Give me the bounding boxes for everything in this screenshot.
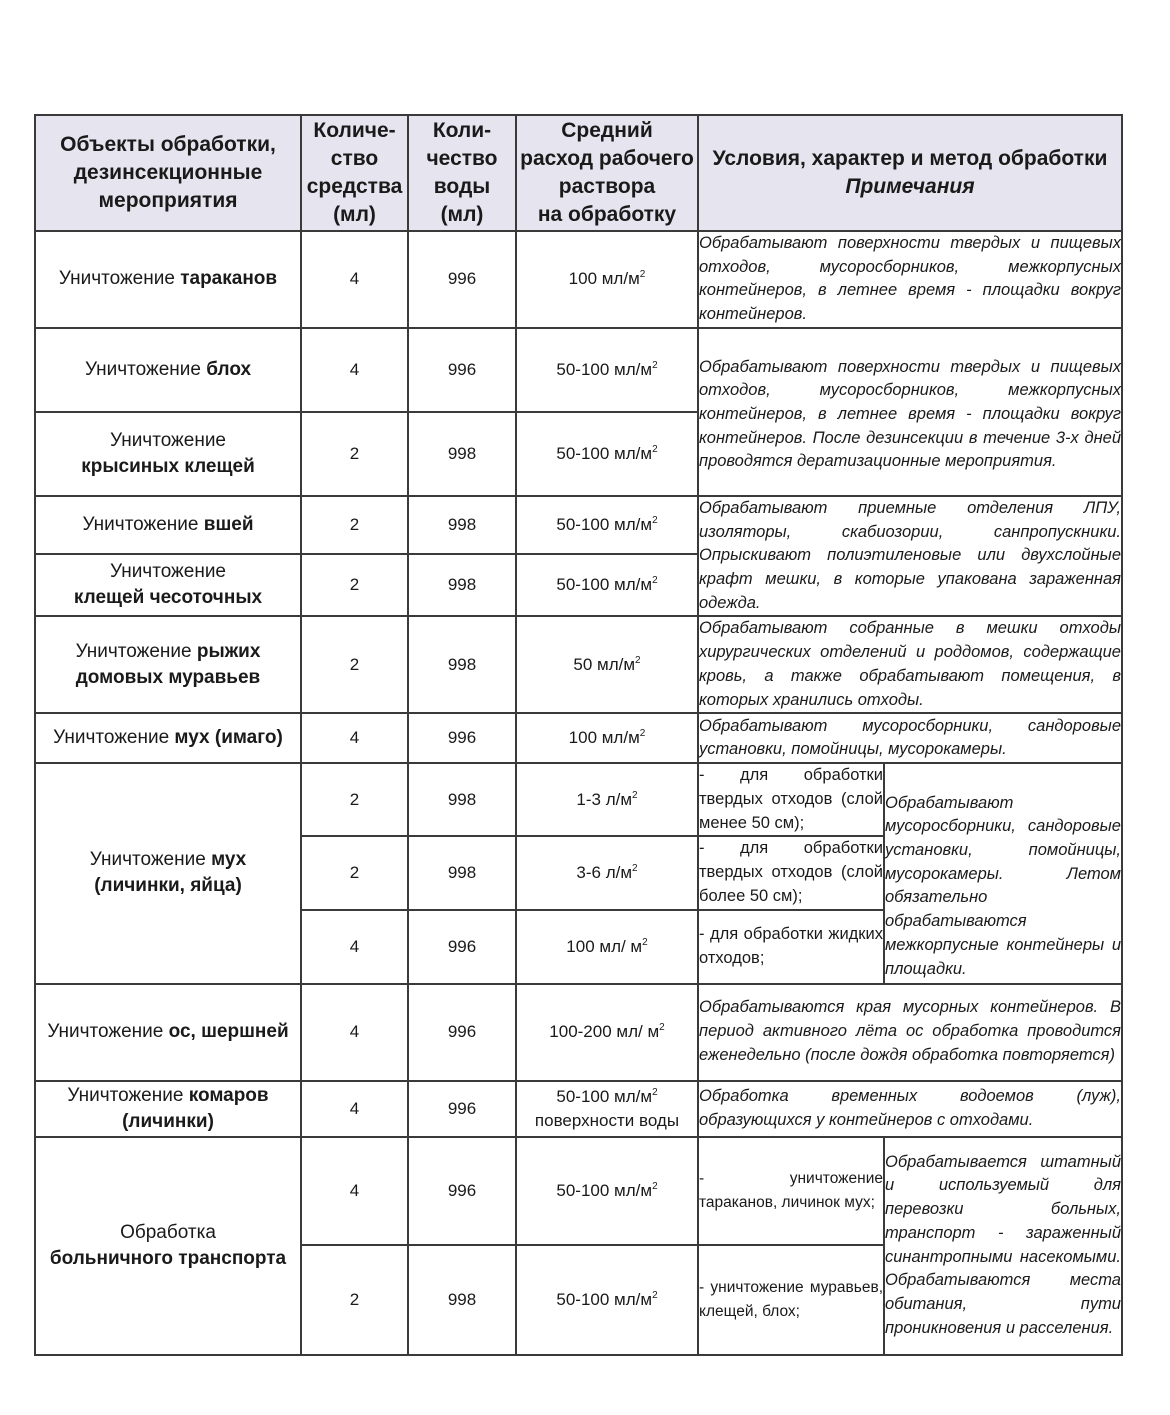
header-water-line: (мл) — [440, 203, 484, 226]
table-row — [35, 1081, 1122, 1137]
rate-value: 50-100 мл/м — [556, 443, 653, 463]
water-cell: 998 — [408, 1245, 516, 1355]
rate-sup: 2 — [632, 862, 638, 874]
object-cell — [35, 763, 301, 983]
rate-cell — [516, 616, 698, 713]
object-text: Уничтожение — [89, 849, 212, 871]
quantity-cell: 4 — [301, 231, 408, 328]
rate-sup: 2 — [652, 359, 658, 371]
header-water-line: чество — [426, 147, 498, 170]
object-cell — [35, 1081, 301, 1137]
water-cell: 998 — [408, 554, 516, 617]
header-quantity-line: (мл) — [333, 203, 376, 226]
water-cell: 998 — [408, 496, 516, 554]
rate-value: 100 мл/ м — [566, 936, 643, 956]
rate-sup: 2 — [639, 728, 646, 740]
object-bold-text: больничного транспорта — [49, 1247, 287, 1269]
quantity-cell: 4 — [301, 1137, 408, 1245]
water-cell: 998 — [408, 836, 516, 909]
object-cell — [35, 412, 301, 496]
rate-sup: 2 — [652, 575, 658, 587]
header-objects — [35, 115, 301, 231]
header-rate-line: на обработку — [537, 203, 677, 226]
condition-cell: - для обработки твердых отходов (слой более 50 см); — [698, 836, 884, 909]
header-rate — [516, 115, 698, 231]
rate-cell — [516, 1081, 698, 1137]
object-cell — [35, 496, 301, 554]
object-cell — [35, 984, 301, 1081]
header-quantity-line: средства — [306, 175, 403, 198]
quantity-cell: 2 — [301, 412, 408, 496]
header-rate-line: Средний — [561, 119, 653, 142]
object-text: Уничтожение — [47, 1021, 169, 1043]
table-row — [35, 1137, 1122, 1245]
table-row — [35, 616, 1122, 713]
rate-value: 50-100 мл/м — [556, 1180, 653, 1200]
object-cell — [35, 231, 301, 328]
table-row — [35, 984, 1122, 1081]
object-bold-text: мух — [211, 849, 247, 871]
object-bold-text: клещей чесоточных — [73, 587, 263, 609]
water-cell: 996 — [408, 910, 516, 984]
note-cell: Обрабатывают мусоросборники, сандоровые установки, помойницы, мусорокамеры. — [698, 713, 1122, 763]
water-cell: 996 — [408, 1081, 516, 1137]
object-text: Уничтожение — [58, 268, 181, 290]
rate-value: 1-3 л/м — [576, 789, 633, 809]
rate-value: 100-200 мл/ м — [549, 1022, 660, 1042]
note-cell: Обрабатывают мусоросборники, сандоровые установки, помойницы, мусорокамеры. Летом обязательно обрабатываются межкорпусные контейнеры и площадки. — [884, 763, 1122, 983]
quantity-cell: 4 — [301, 328, 408, 412]
note-cell: Обрабатывают приемные отделения ЛПУ, изоляторы, скабиозории, санпропускники. Опрыскивают полиэтиленовые или двухслойные крафт мешки, в которые упакована зараженная одежда. — [698, 496, 1122, 617]
water-cell: 996 — [408, 713, 516, 763]
rate-cell — [516, 1137, 698, 1245]
water-cell: 996 — [408, 328, 516, 412]
quantity-cell: 2 — [301, 616, 408, 713]
rate-value: 100 мл/м — [568, 728, 640, 748]
rate-sup: 2 — [635, 654, 641, 666]
note-cell: Обрабатывают собранные в мешки отходы хирургических отделений и роддомов, содержащие кровь, а также обрабатывают помещения, в которых хранились отходы. — [698, 616, 1122, 713]
object-text: Уничтожение — [75, 640, 197, 662]
rate-value: 50-100 мл/м — [556, 1289, 653, 1309]
rate-sup: 2 — [639, 269, 646, 281]
object-bold-text: комаров — [188, 1084, 269, 1106]
note-cell: Обрабатывают поверхности твердых и пищевых отходов, мусоросборников, межкорпусных контейнеров, в летнее время - площадки вокруг контейнеров. — [698, 231, 1122, 328]
water-cell: 998 — [408, 616, 516, 713]
object-text: Уничтожение — [109, 429, 226, 451]
note-cell: Обработка временных водоемов (луж), образующихся у контейнеров с отходами. — [698, 1081, 1122, 1137]
object-bold-text: блох — [206, 358, 252, 380]
object-cell — [35, 554, 301, 617]
quantity-cell: 4 — [301, 910, 408, 984]
header-objects-line: мероприятия — [98, 189, 238, 212]
note-cell: Обрабатывается штатный и используемый для перевозки больных, транспорт - зараженный синантропными насекомыми. Обрабатываются места обитания, пути проникновения и расселения. — [884, 1137, 1122, 1355]
header-rate-line: расход рабочего — [520, 147, 694, 170]
object-bold-text: мух (имаго) — [174, 727, 283, 749]
header-conditions — [698, 115, 1122, 231]
condition-cell: - для обработки жидких отходов; — [698, 910, 884, 984]
header-objects-line: дезинсекционные — [73, 161, 263, 184]
object-cell — [35, 713, 301, 763]
object-text: Уничтожение — [82, 513, 204, 535]
header-notes-line: Примечания — [845, 175, 975, 198]
rate-cell — [516, 328, 698, 412]
object-bold-text: ос, шершней — [168, 1021, 289, 1043]
rate-cell — [516, 496, 698, 554]
table-row — [35, 496, 1122, 554]
rate-sup: 2 — [652, 1289, 658, 1301]
object-cell — [35, 1137, 301, 1355]
rate-value: 50-100 мл/м — [556, 1086, 653, 1106]
water-cell: 996 — [408, 984, 516, 1081]
rate-sup: 2 — [659, 1022, 665, 1034]
rate-cell — [516, 412, 698, 496]
header-water — [408, 115, 516, 231]
rate-cell — [516, 836, 698, 909]
header-quantity-line: ство — [330, 147, 379, 170]
quantity-cell: 4 — [301, 984, 408, 1081]
rate-value-note: поверхности воды — [534, 1110, 680, 1130]
object-text: Уничтожение — [53, 727, 175, 749]
rate-cell — [516, 231, 698, 328]
object-bold-text: тараканов — [180, 268, 278, 290]
condition-cell: - уничтожение тараканов, личинок мух; — [698, 1137, 884, 1245]
rate-value: 3-6 л/м — [576, 862, 633, 882]
table-row — [35, 763, 1122, 836]
rate-cell — [516, 554, 698, 617]
rate-sup: 2 — [652, 1180, 658, 1192]
rate-cell — [516, 984, 698, 1081]
rate-sup: 2 — [642, 936, 648, 948]
quantity-cell: 4 — [301, 713, 408, 763]
header-row — [35, 115, 1122, 231]
quantity-cell: 2 — [301, 554, 408, 617]
rate-sup: 2 — [652, 514, 658, 526]
quantity-cell: 2 — [301, 1245, 408, 1355]
rate-sup: 2 — [652, 443, 658, 455]
water-cell: 996 — [408, 1137, 516, 1245]
quantity-cell: 2 — [301, 496, 408, 554]
rate-value: 50-100 мл/м — [556, 359, 653, 379]
table-row — [35, 328, 1122, 412]
object-bold-text: вшей — [203, 513, 254, 535]
note-cell: Обрабатываются края мусорных контейнеров. В период активного лёта ос обработка проводится еженедельно (после дождя обработка повторяется) — [698, 984, 1122, 1081]
disinsection-table — [34, 114, 1123, 1356]
object-text: Уничтожение — [67, 1084, 189, 1106]
quantity-cell: 2 — [301, 836, 408, 909]
header-water-line: воды — [433, 175, 491, 198]
condition-cell: - для обработки твердых отходов (слой менее 50 см); — [698, 763, 884, 836]
header-quantity — [301, 115, 408, 231]
rate-sup: 2 — [632, 789, 638, 801]
header-water-line: Коли- — [432, 119, 492, 142]
header-objects-line: Объекты обработки, — [60, 133, 276, 156]
object-bold-text: рыжих — [196, 640, 261, 662]
quantity-cell: 2 — [301, 763, 408, 836]
object-cell — [35, 328, 301, 412]
object-text: Уничтожение — [109, 561, 226, 583]
object-bold-text: (личинки) — [122, 1110, 214, 1132]
header-conditions-line: Условия, характер и метод обработки — [712, 147, 1108, 170]
rate-cell — [516, 1245, 698, 1355]
rate-cell — [516, 763, 698, 836]
rate-sup: 2 — [652, 1086, 658, 1098]
rate-value: 50-100 мл/м — [556, 514, 653, 534]
water-cell: 998 — [408, 763, 516, 836]
object-bold-text: крысиных клещей — [81, 455, 255, 477]
object-text: Уничтожение — [84, 358, 207, 380]
header-quantity-line: Количе- — [313, 119, 396, 142]
object-cell — [35, 616, 301, 713]
condition-cell: - уничтожение муравьев, клещей, блох; — [698, 1245, 884, 1355]
table-row — [35, 713, 1122, 763]
water-cell: 998 — [408, 412, 516, 496]
object-bold-text: домовых муравьев — [75, 666, 261, 688]
quantity-cell: 4 — [301, 1081, 408, 1137]
object-bold-text: (личинки, яйца) — [94, 875, 242, 897]
object-text: Обработка — [120, 1221, 216, 1243]
water-cell: 996 — [408, 231, 516, 328]
rate-cell — [516, 910, 698, 984]
header-rate-line: раствора — [558, 175, 656, 198]
rate-value: 50-100 мл/м — [556, 575, 653, 595]
table-row — [35, 231, 1122, 328]
rate-cell — [516, 713, 698, 763]
note-cell: Обрабатывают поверхности твердых и пищевых отходов, мусоросборников, межкорпусных контейнеров, в летнее время - площадки вокруг контейнеров. После дезинсекции в течение 3-х дней проводятся дератизационные мероприятия. — [698, 328, 1122, 496]
rate-value: 50 мл/м — [573, 654, 636, 674]
rate-value: 100 мл/м — [568, 269, 640, 289]
